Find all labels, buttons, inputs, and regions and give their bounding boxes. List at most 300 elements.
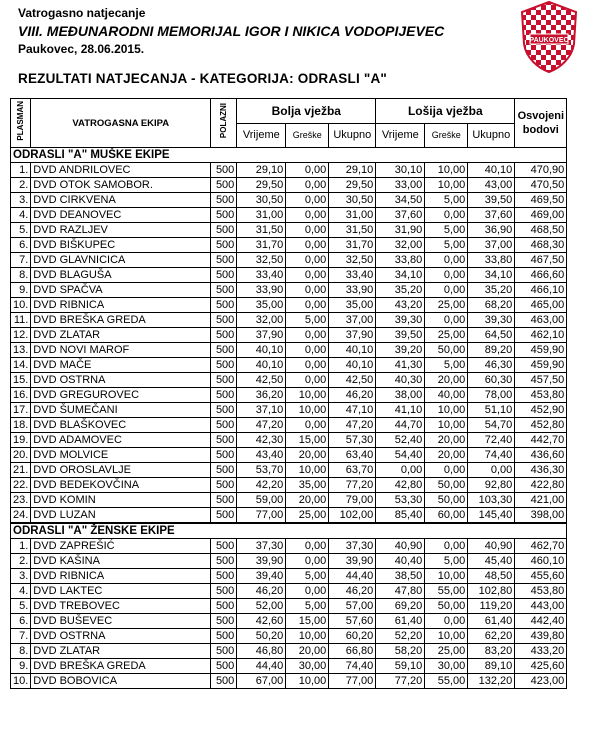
cell-greske-1: 0,00	[286, 554, 329, 569]
cell-greske-1: 0,00	[286, 373, 329, 388]
cell-plasman: 2.	[11, 554, 31, 569]
cell-ekipa: DVD BREŠKA GREDA	[31, 313, 211, 328]
cell-bodovi: 442,70	[515, 433, 567, 448]
cell-ekipa: DVD ANDRILOVEC	[31, 163, 211, 178]
cell-vrijeme-1: 42,30	[237, 433, 286, 448]
cell-bodovi: 452,80	[515, 418, 567, 433]
cell-greske-2: 10,00	[425, 569, 468, 584]
cell-vrijeme-2: 32,00	[376, 238, 425, 253]
cell-vrijeme-2: 43,20	[376, 298, 425, 313]
cell-ukupno-1: 40,10	[329, 343, 376, 358]
cell-polazni: 500	[211, 298, 237, 313]
table-row	[11, 268, 567, 283]
cell-vrijeme-2: 61,40	[376, 614, 425, 629]
cell-vrijeme-2: 59,10	[376, 659, 425, 674]
cell-polazni: 500	[211, 554, 237, 569]
table-row	[11, 659, 567, 674]
cell-bodovi: 459,90	[515, 358, 567, 373]
cell-polazni: 500	[211, 283, 237, 298]
cell-greske-1: 20,00	[286, 448, 329, 463]
cell-ukupno-1: 79,00	[329, 493, 376, 508]
cell-ukupno-2: 92,80	[468, 478, 515, 493]
col-bodovi: Osvojeni bodovi	[515, 99, 567, 148]
cell-bodovi: 421,00	[515, 493, 567, 508]
cell-greske-1: 10,00	[286, 629, 329, 644]
cell-greske-1: 0,00	[286, 193, 329, 208]
section-title: ODRASLI "A" MUŠKE EKIPE	[11, 148, 567, 163]
cell-ukupno-1: 31,00	[329, 208, 376, 223]
cell-vrijeme-2: 30,10	[376, 163, 425, 178]
cell-ukupno-1: 31,50	[329, 223, 376, 238]
cell-vrijeme-1: 32,50	[237, 253, 286, 268]
cell-bodovi: 459,90	[515, 343, 567, 358]
cell-plasman: 2.	[11, 178, 31, 193]
cell-greske-2: 20,00	[425, 433, 468, 448]
cell-vrijeme-1: 39,40	[237, 569, 286, 584]
cell-ukupno-1: 47,20	[329, 418, 376, 433]
cell-greske-2: 0,00	[425, 208, 468, 223]
cell-plasman: 19.	[11, 433, 31, 448]
cell-plasman: 8.	[11, 268, 31, 283]
cell-polazni: 500	[211, 163, 237, 178]
cell-ekipa: DVD GREGUROVEC	[31, 388, 211, 403]
cell-polazni: 500	[211, 343, 237, 358]
cell-plasman: 6.	[11, 238, 31, 253]
cell-greske-2: 5,00	[425, 193, 468, 208]
cell-greske-2: 10,00	[425, 629, 468, 644]
table-row	[11, 463, 567, 478]
table-row	[11, 313, 567, 328]
cell-greske-1: 0,00	[286, 283, 329, 298]
cell-ukupno-1: 37,00	[329, 313, 376, 328]
cell-ekipa: DVD TREBOVEC	[31, 599, 211, 614]
cell-bodovi: 436,30	[515, 463, 567, 478]
cell-greske-2: 5,00	[425, 554, 468, 569]
cell-polazni: 500	[211, 313, 237, 328]
cell-greske-1: 15,00	[286, 614, 329, 629]
table-row	[11, 418, 567, 433]
col-polazni: POLAZNI	[211, 99, 237, 148]
cell-ukupno-1: 77,20	[329, 478, 376, 493]
cell-vrijeme-1: 31,00	[237, 208, 286, 223]
table-row	[11, 163, 567, 178]
cell-greske-1: 20,00	[286, 644, 329, 659]
col-losija-vjezba: Lošija vježba	[376, 99, 515, 124]
cell-ekipa: DVD OSTRNA	[31, 373, 211, 388]
table-row	[11, 674, 567, 689]
cell-ekipa: DVD OTOK SAMOBOR.	[31, 178, 211, 193]
cell-bodovi: 467,50	[515, 253, 567, 268]
cell-plasman: 24.	[11, 508, 31, 524]
cell-vrijeme-1: 46,20	[237, 584, 286, 599]
cell-ukupno-2: 74,40	[468, 448, 515, 463]
cell-greske-1: 0,00	[286, 223, 329, 238]
cell-ukupno-1: 60,20	[329, 629, 376, 644]
cell-vrijeme-2: 31,90	[376, 223, 425, 238]
cell-vrijeme-1: 31,70	[237, 238, 286, 253]
cell-ekipa: DVD KAŠINA	[31, 554, 211, 569]
table-row	[11, 358, 567, 373]
cell-ukupno-1: 57,30	[329, 433, 376, 448]
cell-polazni: 500	[211, 508, 237, 524]
cell-vrijeme-1: 47,20	[237, 418, 286, 433]
cell-greske-2: 0,00	[425, 268, 468, 283]
cell-greske-2: 50,00	[425, 478, 468, 493]
table-row	[11, 493, 567, 508]
cell-polazni: 500	[211, 373, 237, 388]
cell-vrijeme-2: 37,60	[376, 208, 425, 223]
cell-vrijeme-2: 41,30	[376, 358, 425, 373]
cell-polazni: 500	[211, 388, 237, 403]
cell-ekipa: DVD MOLVICE	[31, 448, 211, 463]
cell-greske-1: 20,00	[286, 493, 329, 508]
cell-ukupno-2: 89,20	[468, 343, 515, 358]
cell-greske-1: 5,00	[286, 569, 329, 584]
cell-ekipa: DVD BUŠEVEC	[31, 614, 211, 629]
cell-ukupno-1: 31,70	[329, 238, 376, 253]
cell-greske-2: 0,00	[425, 283, 468, 298]
cell-ukupno-1: 63,70	[329, 463, 376, 478]
section-title: ODRASLI "A" ŽENSKE EKIPE	[11, 523, 567, 539]
cell-ukupno-1: 33,90	[329, 283, 376, 298]
table-row	[11, 614, 567, 629]
cell-polazni: 500	[211, 178, 237, 193]
cell-vrijeme-1: 37,10	[237, 403, 286, 418]
cell-ukupno-1: 29,10	[329, 163, 376, 178]
cell-plasman: 8.	[11, 644, 31, 659]
cell-vrijeme-1: 42,50	[237, 373, 286, 388]
cell-bodovi: 460,10	[515, 554, 567, 569]
cell-bodovi: 466,60	[515, 268, 567, 283]
cell-vrijeme-2: 34,10	[376, 268, 425, 283]
table-row	[11, 238, 567, 253]
cell-ukupno-1: 29,50	[329, 178, 376, 193]
cell-greske-2: 25,00	[425, 298, 468, 313]
cell-vrijeme-1: 46,80	[237, 644, 286, 659]
cell-vrijeme-2: 42,80	[376, 478, 425, 493]
col-ukupno-2: Ukupno	[468, 124, 515, 148]
cell-vrijeme-1: 50,20	[237, 629, 286, 644]
cell-ukupno-2: 60,30	[468, 373, 515, 388]
table-row	[11, 403, 567, 418]
cell-ekipa: DVD DEANOVEC	[31, 208, 211, 223]
cell-vrijeme-1: 77,00	[237, 508, 286, 524]
cell-vrijeme-2: 41,10	[376, 403, 425, 418]
cell-ekipa: DVD MAČE	[31, 358, 211, 373]
cell-greske-1: 0,00	[286, 298, 329, 313]
cell-vrijeme-1: 33,90	[237, 283, 286, 298]
cell-greske-2: 30,00	[425, 659, 468, 674]
cell-ukupno-1: 57,60	[329, 614, 376, 629]
cell-ukupno-2: 62,20	[468, 629, 515, 644]
cell-ukupno-2: 40,90	[468, 539, 515, 554]
cell-ukupno-2: 48,50	[468, 569, 515, 584]
cell-bodovi: 442,40	[515, 614, 567, 629]
cell-vrijeme-2: 38,00	[376, 388, 425, 403]
cell-plasman: 10.	[11, 674, 31, 689]
table-row	[11, 193, 567, 208]
table-row	[11, 223, 567, 238]
cell-ukupno-2: 68,20	[468, 298, 515, 313]
cell-ukupno-2: 45,40	[468, 554, 515, 569]
cell-greske-2: 25,00	[425, 644, 468, 659]
cell-bodovi: 398,00	[515, 508, 567, 524]
cell-greske-2: 0,00	[425, 313, 468, 328]
cell-greske-2: 0,00	[425, 463, 468, 478]
cell-ukupno-1: 32,50	[329, 253, 376, 268]
cell-ukupno-2: 54,70	[468, 418, 515, 433]
cell-ukupno-1: 30,50	[329, 193, 376, 208]
cell-polazni: 500	[211, 493, 237, 508]
cell-greske-1: 10,00	[286, 403, 329, 418]
cell-bodovi: 452,90	[515, 403, 567, 418]
cell-plasman: 6.	[11, 614, 31, 629]
cell-greske-1: 10,00	[286, 674, 329, 689]
cell-greske-1: 5,00	[286, 599, 329, 614]
cell-greske-2: 5,00	[425, 358, 468, 373]
col-ekipa: VATROGASNA EKIPA	[31, 99, 211, 148]
cell-greske-2: 50,00	[425, 493, 468, 508]
cell-polazni: 500	[211, 238, 237, 253]
cell-ukupno-1: 40,10	[329, 358, 376, 373]
cell-plasman: 3.	[11, 193, 31, 208]
col-bolja-vjezba: Bolja vježba	[237, 99, 376, 124]
table-row	[11, 539, 567, 554]
cell-bodovi: 439,80	[515, 629, 567, 644]
cell-greske-2: 50,00	[425, 343, 468, 358]
cell-vrijeme-2: 40,40	[376, 554, 425, 569]
cell-vrijeme-2: 69,20	[376, 599, 425, 614]
cell-vrijeme-2: 39,30	[376, 313, 425, 328]
cell-greske-2: 10,00	[425, 178, 468, 193]
cell-plasman: 9.	[11, 659, 31, 674]
cell-plasman: 5.	[11, 599, 31, 614]
cell-polazni: 500	[211, 418, 237, 433]
cell-vrijeme-1: 31,50	[237, 223, 286, 238]
cell-polazni: 500	[211, 268, 237, 283]
cell-vrijeme-2: 77,20	[376, 674, 425, 689]
cell-ekipa: DVD BREŠKA GREDA	[31, 659, 211, 674]
col-ukupno-1: Ukupno	[329, 124, 376, 148]
col-plasman: PLASMAN	[11, 99, 31, 148]
cell-ukupno-2: 35,20	[468, 283, 515, 298]
cell-polazni: 500	[211, 644, 237, 659]
cell-vrijeme-1: 33,40	[237, 268, 286, 283]
cell-ekipa: DVD SPAČVA	[31, 283, 211, 298]
cell-polazni: 500	[211, 584, 237, 599]
cell-greske-2: 0,00	[425, 539, 468, 554]
cell-plasman: 16.	[11, 388, 31, 403]
cell-ekipa: DVD KOMIN	[31, 493, 211, 508]
cell-vrijeme-2: 35,20	[376, 283, 425, 298]
cell-plasman: 1.	[11, 539, 31, 554]
cell-bodovi: 422,80	[515, 478, 567, 493]
cell-ukupno-2: 89,10	[468, 659, 515, 674]
cell-vrijeme-1: 53,70	[237, 463, 286, 478]
cell-plasman: 12.	[11, 328, 31, 343]
cell-vrijeme-2: 85,40	[376, 508, 425, 524]
cell-ukupno-1: 33,40	[329, 268, 376, 283]
cell-greske-2: 55,00	[425, 584, 468, 599]
table-row	[11, 554, 567, 569]
cell-plasman: 15.	[11, 373, 31, 388]
cell-greske-1: 25,00	[286, 508, 329, 524]
cell-greske-2: 10,00	[425, 403, 468, 418]
cell-greske-2: 5,00	[425, 223, 468, 238]
cell-plasman: 11.	[11, 313, 31, 328]
cell-bodovi: 436,60	[515, 448, 567, 463]
cell-vrijeme-2: 39,50	[376, 328, 425, 343]
cell-ukupno-2: 37,00	[468, 238, 515, 253]
cell-vrijeme-1: 37,90	[237, 328, 286, 343]
table-row	[11, 388, 567, 403]
cell-ukupno-1: 66,80	[329, 644, 376, 659]
cell-ukupno-2: 37,60	[468, 208, 515, 223]
cell-vrijeme-1: 59,00	[237, 493, 286, 508]
cell-plasman: 4.	[11, 584, 31, 599]
cell-greske-2: 5,00	[425, 238, 468, 253]
table-row	[11, 629, 567, 644]
cell-ukupno-2: 0,00	[468, 463, 515, 478]
cell-vrijeme-2: 0,00	[376, 463, 425, 478]
cell-greske-1: 0,00	[286, 418, 329, 433]
cell-greske-1: 10,00	[286, 388, 329, 403]
cell-bodovi: 425,60	[515, 659, 567, 674]
cell-bodovi: 457,50	[515, 373, 567, 388]
cell-plasman: 21.	[11, 463, 31, 478]
cell-greske-1: 0,00	[286, 328, 329, 343]
cell-ukupno-2: 132,20	[468, 674, 515, 689]
cell-polazni: 500	[211, 193, 237, 208]
cell-bodovi: 468,50	[515, 223, 567, 238]
svg-text:PAUKOVEC: PAUKOVEC	[529, 37, 569, 44]
cell-vrijeme-1: 29,50	[237, 178, 286, 193]
cell-bodovi: 462,10	[515, 328, 567, 343]
cell-plasman: 9.	[11, 283, 31, 298]
cell-ukupno-2: 103,30	[468, 493, 515, 508]
cell-vrijeme-1: 29,10	[237, 163, 286, 178]
cell-polazni: 500	[211, 614, 237, 629]
cell-ukupno-1: 46,20	[329, 584, 376, 599]
cell-ukupno-2: 78,00	[468, 388, 515, 403]
cell-plasman: 14.	[11, 358, 31, 373]
table-row	[11, 208, 567, 223]
cell-vrijeme-1: 32,00	[237, 313, 286, 328]
cell-ukupno-2: 102,80	[468, 584, 515, 599]
cell-vrijeme-1: 44,40	[237, 659, 286, 674]
cell-bodovi: 470,90	[515, 163, 567, 178]
cell-ukupno-2: 72,40	[468, 433, 515, 448]
cell-ukupno-1: 37,90	[329, 328, 376, 343]
cell-ukupno-1: 77,00	[329, 674, 376, 689]
cell-plasman: 4.	[11, 208, 31, 223]
table-row	[11, 508, 567, 524]
cell-greske-1: 30,00	[286, 659, 329, 674]
cell-ekipa: DVD ADAMOVEC	[31, 433, 211, 448]
cell-polazni: 500	[211, 433, 237, 448]
cell-ukupno-1: 37,30	[329, 539, 376, 554]
cell-greske-2: 50,00	[425, 599, 468, 614]
cell-vrijeme-2: 44,70	[376, 418, 425, 433]
cell-plasman: 3.	[11, 569, 31, 584]
cell-greske-1: 10,00	[286, 463, 329, 478]
cell-vrijeme-2: 54,40	[376, 448, 425, 463]
cell-polazni: 500	[211, 629, 237, 644]
cell-bodovi: 466,10	[515, 283, 567, 298]
cell-greske-1: 0,00	[286, 163, 329, 178]
cell-bodovi: 470,50	[515, 178, 567, 193]
table-row	[11, 178, 567, 193]
cell-plasman: 18.	[11, 418, 31, 433]
cell-vrijeme-2: 40,30	[376, 373, 425, 388]
cell-vrijeme-2: 39,20	[376, 343, 425, 358]
cell-polazni: 500	[211, 358, 237, 373]
cell-ukupno-2: 40,10	[468, 163, 515, 178]
cell-ukupno-2: 83,20	[468, 644, 515, 659]
cell-ukupno-2: 119,20	[468, 599, 515, 614]
cell-plasman: 17.	[11, 403, 31, 418]
cell-vrijeme-2: 38,50	[376, 569, 425, 584]
cell-ekipa: DVD LUZAN	[31, 508, 211, 524]
table-row	[11, 373, 567, 388]
cell-bodovi: 453,80	[515, 388, 567, 403]
cell-vrijeme-2: 52,20	[376, 629, 425, 644]
cell-ekipa: DVD BLAŠKOVEC	[31, 418, 211, 433]
cell-ukupno-1: 46,20	[329, 388, 376, 403]
cell-ukupno-1: 47,10	[329, 403, 376, 418]
cell-plasman: 20.	[11, 448, 31, 463]
cell-vrijeme-2: 58,20	[376, 644, 425, 659]
cell-vrijeme-2: 33,00	[376, 178, 425, 193]
cell-greske-1: 15,00	[286, 433, 329, 448]
cell-greske-1: 0,00	[286, 238, 329, 253]
cell-plasman: 7.	[11, 629, 31, 644]
cell-ukupno-1: 44,40	[329, 569, 376, 584]
col-greske-2: Greške	[425, 124, 468, 148]
results-title: REZULTATI NATJECANJA - KATEGORIJA: ODRASLI "A"	[18, 71, 387, 86]
cell-polazni: 500	[211, 674, 237, 689]
cell-vrijeme-1: 36,20	[237, 388, 286, 403]
section-header	[11, 523, 567, 539]
cell-ukupno-1: 63,40	[329, 448, 376, 463]
cell-ekipa: DVD LAKTEC	[31, 584, 211, 599]
cell-ekipa: DVD BEDEKOVČINA	[31, 478, 211, 493]
cell-bodovi: 433,20	[515, 644, 567, 659]
cell-bodovi: 423,00	[515, 674, 567, 689]
cell-greske-2: 20,00	[425, 373, 468, 388]
col-greske-1: Greške	[286, 124, 329, 148]
table-row	[11, 433, 567, 448]
table-row	[11, 253, 567, 268]
cell-ukupno-2: 51,10	[468, 403, 515, 418]
cell-plasman: 22.	[11, 478, 31, 493]
event-place-date: Paukovec, 28.06.2015.	[18, 42, 145, 56]
cell-vrijeme-1: 39,90	[237, 554, 286, 569]
event-type: Vatrogasno natjecanje	[18, 6, 146, 20]
table-row	[11, 343, 567, 358]
table-row	[11, 569, 567, 584]
results-table	[10, 98, 567, 689]
cell-greske-2: 10,00	[425, 163, 468, 178]
cell-greske-1: 0,00	[286, 253, 329, 268]
cell-vrijeme-2: 34,50	[376, 193, 425, 208]
cell-plasman: 10.	[11, 298, 31, 313]
cell-greske-1: 0,00	[286, 268, 329, 283]
cell-polazni: 500	[211, 208, 237, 223]
table-row	[11, 298, 567, 313]
fire-brigade-logo	[516, 0, 582, 74]
cell-polazni: 500	[211, 223, 237, 238]
